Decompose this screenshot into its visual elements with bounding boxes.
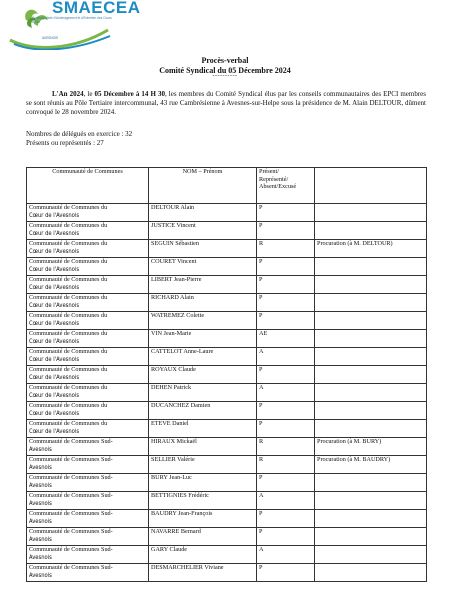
cell-proxy bbox=[315, 528, 427, 546]
commune-line-2: Cœur de l'Avesnois bbox=[29, 393, 80, 399]
header-status bbox=[257, 168, 315, 204]
commune-line-2: Cœur de l'Avesnois bbox=[29, 249, 80, 255]
cell-commune bbox=[27, 258, 149, 276]
cell-name: BAUDRY Jean-François bbox=[149, 510, 257, 528]
cell-proxy bbox=[315, 204, 427, 222]
cell-status: P bbox=[257, 528, 315, 546]
commune-line-2: Avesnois bbox=[29, 555, 52, 561]
table-row bbox=[27, 258, 427, 276]
commune-line-2: Avesnois bbox=[29, 519, 52, 525]
commune-line-2: Cœur de l'Avesnois bbox=[29, 375, 80, 381]
commune-line-1: Communauté de Communes Sud- bbox=[29, 510, 113, 517]
table-row bbox=[27, 402, 427, 420]
cell-commune bbox=[27, 240, 149, 258]
cell-proxy bbox=[315, 492, 427, 510]
commune-line-1: Communauté de Communes du bbox=[29, 258, 108, 265]
commune-line-1: Communauté de Communes Sud- bbox=[29, 456, 113, 463]
table-row bbox=[27, 348, 427, 366]
commune-line-2: Cœur de l'Avesnois bbox=[29, 357, 80, 363]
cell-commune bbox=[27, 510, 149, 528]
cell-status: R bbox=[257, 456, 315, 474]
table-row bbox=[27, 546, 427, 564]
table-row bbox=[27, 438, 427, 456]
cell-name: DEHEN Patrick bbox=[149, 384, 257, 402]
intro-paragraph bbox=[26, 90, 426, 116]
commune-line-2: Cœur de l'Avesnois bbox=[29, 303, 80, 309]
commune-line-1: Communauté de Communes Sud- bbox=[29, 564, 113, 571]
cell-name: ETEVE Daniel bbox=[149, 420, 257, 438]
logo-subtitle: Syndicat Mixte d'Aménagement et d'Entretien des Cours d'Eau bbox=[32, 16, 112, 24]
cell-commune bbox=[27, 420, 149, 438]
title-line-2: Comité Syndical du 05 Décembre 2024 bbox=[159, 65, 291, 75]
cell-name: RICHARD Alain bbox=[149, 294, 257, 312]
header-name: NOM – Prénom bbox=[149, 168, 257, 204]
cell-name: DELTOUR Alain bbox=[149, 204, 257, 222]
header-proxy bbox=[315, 168, 427, 204]
table-row bbox=[27, 564, 427, 582]
cell-proxy bbox=[315, 348, 427, 366]
cell-proxy bbox=[315, 384, 427, 402]
cell-commune bbox=[27, 384, 149, 402]
cell-proxy bbox=[315, 546, 427, 564]
table-body bbox=[27, 204, 427, 582]
cell-proxy bbox=[315, 276, 427, 294]
table-row bbox=[27, 420, 427, 438]
cell-status: P bbox=[257, 510, 315, 528]
cell-name: NAVARRE Bernard bbox=[149, 528, 257, 546]
logo-name: SMAECEA bbox=[52, 0, 141, 17]
cell-commune bbox=[27, 276, 149, 294]
cell-status: A bbox=[257, 384, 315, 402]
cell-status: P bbox=[257, 420, 315, 438]
commune-line-2: Avesnois bbox=[29, 573, 52, 579]
header-status-line-3: Absent/Excusé bbox=[259, 183, 297, 190]
cell-name: DESMARCHELIER Viviane bbox=[149, 564, 257, 582]
commune-line-1: Communauté de Communes du bbox=[29, 420, 108, 427]
cell-commune bbox=[27, 348, 149, 366]
commune-line-1: Communauté de Communes du bbox=[29, 366, 108, 373]
cell-name: VIN Jean-Marie bbox=[149, 330, 257, 348]
cell-status: R bbox=[257, 240, 315, 258]
table-row bbox=[27, 492, 427, 510]
title-separator: ---------- bbox=[212, 73, 238, 79]
table-row bbox=[27, 312, 427, 330]
table-row bbox=[27, 330, 427, 348]
table-row bbox=[27, 528, 427, 546]
cell-proxy bbox=[315, 420, 427, 438]
header-status-line-2: Représenté/ bbox=[259, 175, 289, 183]
cell-commune bbox=[27, 474, 149, 492]
cell-proxy: Procuration (à M. BAUDRY) bbox=[315, 456, 427, 474]
cell-name: SELLIER Valérie bbox=[149, 456, 257, 474]
table-row bbox=[27, 204, 427, 222]
header-status-line-1: Présent/ bbox=[259, 168, 279, 175]
header-commune: Communauté de Communes bbox=[27, 168, 149, 204]
cell-commune bbox=[27, 564, 149, 582]
commune-line-2: Avesnois bbox=[29, 483, 52, 489]
cell-proxy bbox=[315, 258, 427, 276]
cell-commune bbox=[27, 528, 149, 546]
cell-commune bbox=[27, 204, 149, 222]
cell-status: AE bbox=[257, 330, 315, 348]
delegate-counts bbox=[26, 130, 132, 148]
cell-status: P bbox=[257, 474, 315, 492]
cell-status: A bbox=[257, 492, 315, 510]
commune-line-2: Cœur de l'Avesnois bbox=[29, 285, 80, 291]
cell-status: R bbox=[257, 438, 315, 456]
cell-commune bbox=[27, 330, 149, 348]
cell-proxy bbox=[315, 366, 427, 384]
cell-commune bbox=[27, 402, 149, 420]
commune-line-1: Communauté de Communes du bbox=[29, 312, 108, 319]
cell-status: P bbox=[257, 366, 315, 384]
commune-line-2: Cœur de l'Avesnois bbox=[29, 213, 80, 219]
title-line-1: Procès-verbal bbox=[201, 56, 249, 65]
table-row bbox=[27, 474, 427, 492]
table-header-row bbox=[27, 168, 427, 204]
commune-line-1: Communauté de Communes Sud- bbox=[29, 492, 113, 499]
table-row bbox=[27, 294, 427, 312]
cell-status: P bbox=[257, 294, 315, 312]
cell-status: P bbox=[257, 204, 315, 222]
table-row bbox=[27, 456, 427, 474]
table-row bbox=[27, 240, 427, 258]
cell-status: P bbox=[257, 564, 315, 582]
cell-name: COURET Vincent bbox=[149, 258, 257, 276]
commune-line-2: Cœur de l'Avesnois bbox=[29, 267, 80, 273]
cell-status: P bbox=[257, 402, 315, 420]
cell-commune bbox=[27, 438, 149, 456]
cell-proxy bbox=[315, 402, 427, 420]
commune-line-1: Communauté de Communes du bbox=[29, 384, 108, 391]
cell-status: A bbox=[257, 348, 315, 366]
commune-line-1: Communauté de Communes du bbox=[29, 240, 108, 247]
cell-name: JUSTICE Vincent bbox=[149, 222, 257, 240]
table-row bbox=[27, 510, 427, 528]
table-row bbox=[27, 384, 427, 402]
commune-line-1: Communauté de Communes du bbox=[29, 330, 108, 337]
cell-name: ROYAUX Claude bbox=[149, 366, 257, 384]
commune-line-1: Communauté de Communes du bbox=[29, 402, 108, 409]
cell-status: P bbox=[257, 222, 315, 240]
intro-connector: , le bbox=[83, 90, 95, 98]
cell-proxy bbox=[315, 474, 427, 492]
cell-proxy bbox=[315, 564, 427, 582]
intro-date: 05 Décembre à 14 H 30 bbox=[94, 90, 165, 98]
smaecea-logo bbox=[4, 0, 141, 50]
commune-line-1: Communauté de Communes Sud- bbox=[29, 438, 113, 445]
cell-name: HIRAUX Mickaël bbox=[149, 438, 257, 456]
logo-city: AVESNOIS bbox=[42, 36, 59, 40]
delegates-present: Présents ou représentés : 27 bbox=[26, 139, 104, 148]
cell-proxy: Procuration (à M. DELTOUR) bbox=[315, 240, 427, 258]
commune-line-1: Communauté de Communes du bbox=[29, 348, 108, 355]
cell-proxy bbox=[315, 510, 427, 528]
cell-commune bbox=[27, 366, 149, 384]
commune-line-1: Communauté de Communes du bbox=[29, 294, 108, 301]
cell-name: BURY Jean-Luc bbox=[149, 474, 257, 492]
commune-line-2: Avesnois bbox=[29, 537, 52, 543]
commune-line-1: Communauté de Communes Sud- bbox=[29, 546, 113, 553]
table-row bbox=[27, 276, 427, 294]
cell-commune bbox=[27, 492, 149, 510]
cell-status: P bbox=[257, 312, 315, 330]
cell-proxy bbox=[315, 312, 427, 330]
cell-commune bbox=[27, 456, 149, 474]
cell-name: BETTIGNIES Frédéric bbox=[149, 492, 257, 510]
intro-year: L'An 2024 bbox=[52, 90, 84, 98]
cell-status: P bbox=[257, 258, 315, 276]
cell-proxy bbox=[315, 330, 427, 348]
cell-commune bbox=[27, 222, 149, 240]
commune-line-2: Cœur de l'Avesnois bbox=[29, 411, 80, 417]
commune-line-1: Communauté de Communes du bbox=[29, 204, 108, 211]
cell-proxy bbox=[315, 294, 427, 312]
commune-line-2: Cœur de l'Avesnois bbox=[29, 339, 80, 345]
commune-line-2: Avesnois bbox=[29, 465, 52, 471]
table-row bbox=[27, 222, 427, 240]
cell-name: LIBERT Jean-Pierre bbox=[149, 276, 257, 294]
cell-status: A bbox=[257, 546, 315, 564]
commune-line-2: Cœur de l'Avesnois bbox=[29, 231, 80, 237]
intro-body: , les membres du Comité Syndical élus par les conseils communautaires des EPCI membres se sont réunis au Pôle Tertiaire intercommunal, 43 rue Cambrésienne à Avesnes-sur-Helpe sous la présidence de M. Alain DELTOUR, dûment convoqué le 28 novembre 2024. bbox=[26, 90, 426, 116]
cell-name: SEGUIN Sébastien bbox=[149, 240, 257, 258]
cell-proxy: Procuration (à M. BURY) bbox=[315, 438, 427, 456]
commune-line-2: Cœur de l'Avesnois bbox=[29, 429, 80, 435]
commune-line-2: Avesnois bbox=[29, 501, 52, 507]
cell-name: GARY Claude bbox=[149, 546, 257, 564]
commune-line-2: Cœur de l'Avesnois bbox=[29, 321, 80, 327]
commune-line-2: Avesnois bbox=[29, 447, 52, 453]
cell-name: WATREMEZ Colette bbox=[149, 312, 257, 330]
commune-line-1: Communauté de Communes du bbox=[29, 276, 108, 283]
commune-line-1: Communauté de Communes Sud- bbox=[29, 528, 113, 535]
delegates-in-office: Nombres de délégués en exercice : 32 bbox=[26, 130, 133, 138]
attendance-table bbox=[26, 167, 427, 582]
cell-commune bbox=[27, 546, 149, 564]
cell-proxy bbox=[315, 222, 427, 240]
cell-commune bbox=[27, 294, 149, 312]
table-row bbox=[27, 366, 427, 384]
commune-line-1: Communauté de Communes Sud- bbox=[29, 474, 113, 481]
cell-status: P bbox=[257, 276, 315, 294]
cell-name: DUCANCHEZ Damien bbox=[149, 402, 257, 420]
commune-line-1: Communauté de Communes du bbox=[29, 222, 108, 229]
cell-commune bbox=[27, 312, 149, 330]
cell-name: CATTELOT Anne-Laure bbox=[149, 348, 257, 366]
